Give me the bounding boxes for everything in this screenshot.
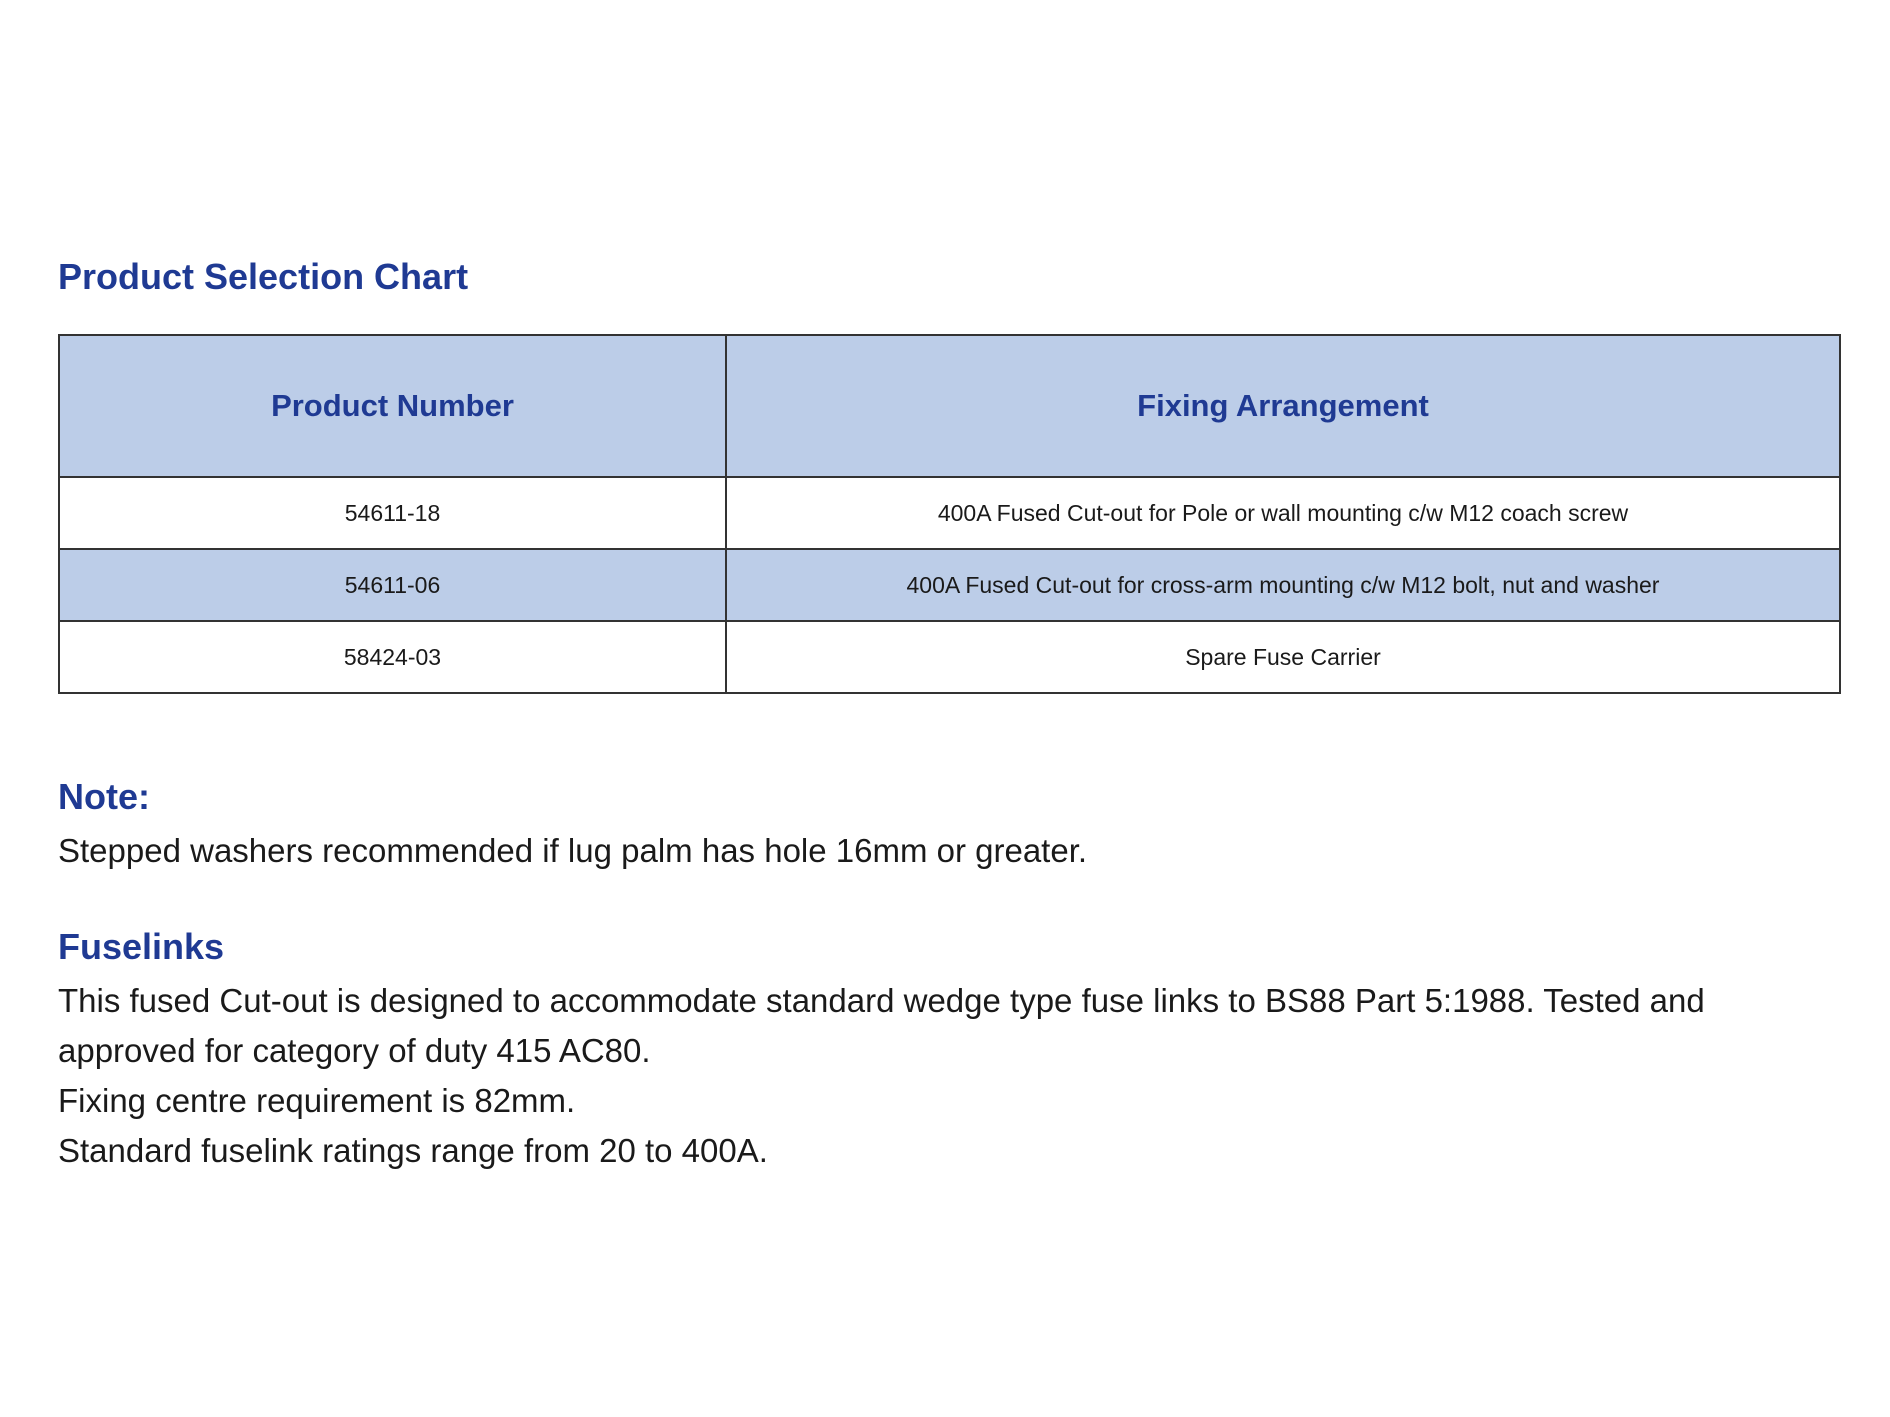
table-row: [59, 621, 1840, 693]
fuselinks-paragraph: Standard fuselink ratings range from 20 to 400A.: [58, 1132, 768, 1169]
header-product-number: Product Number: [59, 335, 726, 477]
fixing-arrangement-cell: 400A Fused Cut-out for Pole or wall mounting c/w M12 coach screw: [726, 477, 1840, 549]
fuselinks-paragraph: Fixing centre requirement is 82mm.: [58, 1082, 576, 1119]
note-title: Note:: [58, 776, 150, 817]
fixing-arrangement-cell: Spare Fuse Carrier: [726, 621, 1840, 693]
table-row: [59, 477, 1840, 549]
fuselinks-text: [58, 976, 1848, 1176]
header-fixing-arrangement: Fixing Arrangement: [726, 335, 1840, 477]
note-paragraph: Stepped washers recommended if lug palm has hole 16mm or greater.: [58, 832, 1088, 869]
product-selection-table: [58, 334, 1841, 694]
note-text: [58, 826, 1848, 876]
product-number-cell: 58424-03: [59, 621, 726, 693]
fuselinks-title: Fuselinks: [58, 926, 225, 967]
fixing-arrangement-cell: 400A Fused Cut-out for cross-arm mounting c/w M12 bolt, nut and washer: [726, 549, 1840, 621]
chart-title: Product Selection Chart: [58, 256, 469, 297]
table-row: [59, 549, 1840, 621]
table-header-row: [59, 335, 1840, 477]
fuselinks-paragraph: This fused Cut-out is designed to accommodate standard wedge type fuse links to BS88 Part 5:1988. Tested and approved for category of duty 415 AC80.: [58, 982, 1705, 1069]
product-number-cell: 54611-06: [59, 549, 726, 621]
product-number-cell: 54611-18: [59, 477, 726, 549]
